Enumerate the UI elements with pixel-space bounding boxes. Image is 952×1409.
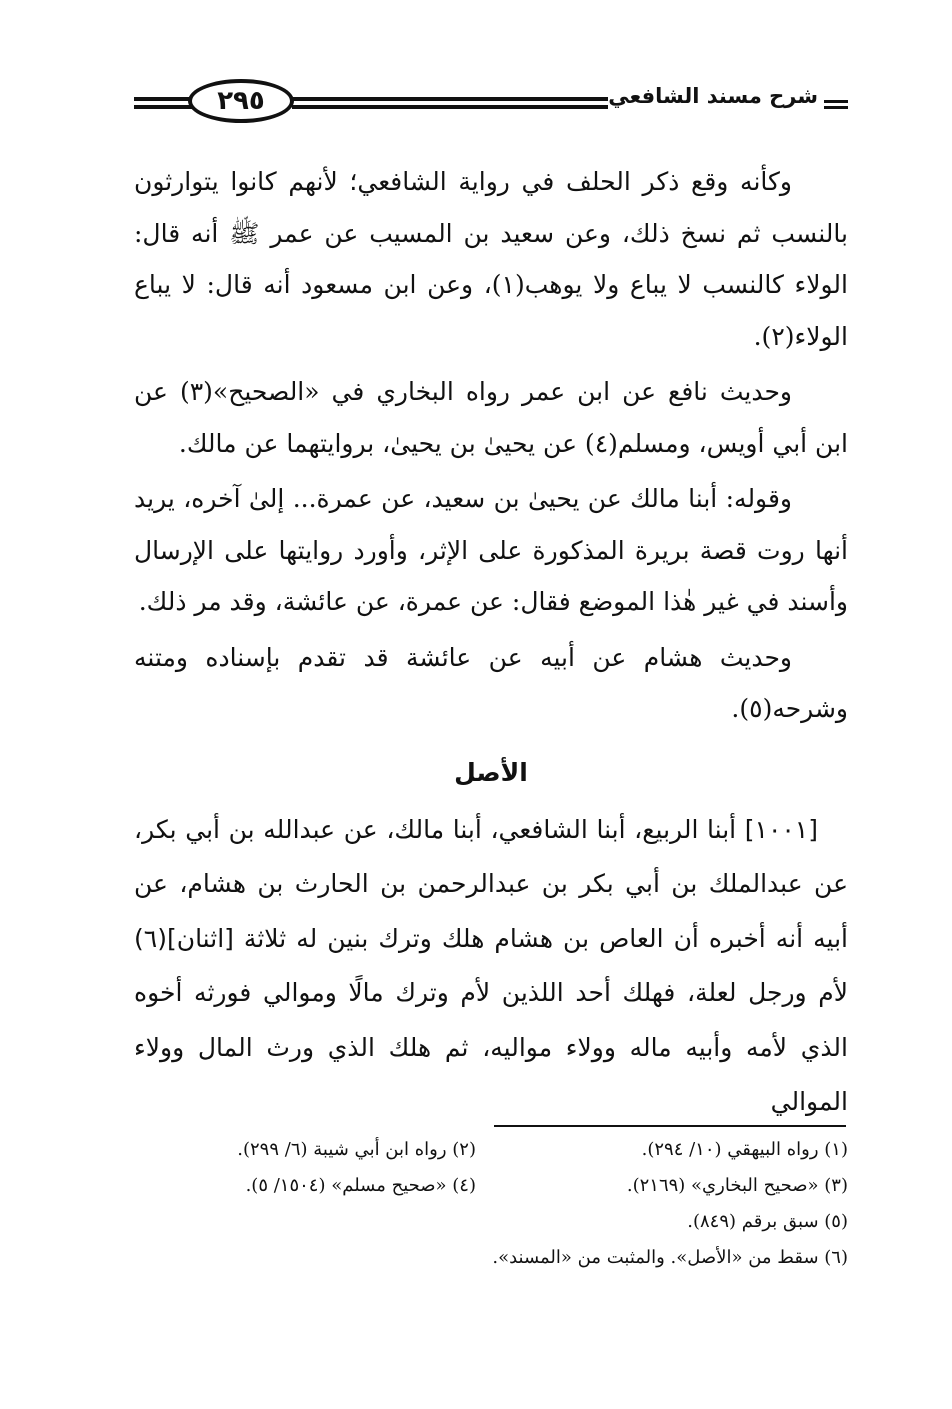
running-title: شرح مسند الشافعي <box>608 84 818 108</box>
paragraph-1: وكأنه وقع ذكر الحلف في رواية الشافعي؛ لأنهم كانوا يتوارثون بالنسب ثم نسخ ذلك، وعن سعيد بن المسيب عن عمر ﷺ أنه قال: الولاء كالنسب لا يباع ولا يوهب(١)، وعن ابن مسعود أنه قال: لا يباع الولاء(٢). <box>134 167 848 351</box>
header-rule-right <box>824 99 848 111</box>
paragraph-2: وحديث نافع عن ابن عمر رواه البخاري في «الصحيح»(٣) عن ابن أبي أويس، ومسلم(٤) عن يحيىٰ بن يحيىٰ، بروايتهما عن مالك. <box>134 377 848 458</box>
header-rule-left <box>134 95 194 111</box>
main-text <box>134 156 848 1130</box>
footnote-2: (٢) رواه ابن أبي شيبة (٦/ ٢٩٩). <box>237 1139 476 1160</box>
page-header <box>134 78 848 128</box>
footnotes <box>134 1132 848 1276</box>
paragraph-3: وقوله: أبنا مالك عن يحيىٰ بن سعيد، عن عمرة... إلىٰ آخره، يريد أنها روت قصة بريرة المذكورة على الإثر، وأورد روايتها على الإرسال وأسند في غير هٰذا الموضع فقال: عن عمرة، عن عائشة، وقد مر ذلك. <box>134 484 848 616</box>
footnote-3: (٣) «صحيح البخاري» (٢١٦٩). <box>626 1175 848 1196</box>
paragraph-4: وحديث هشام عن أبيه عن عائشة قد تقدم بإسناده ومتنه وشرحه(٥). <box>134 642 848 723</box>
footnote-separator <box>494 1125 846 1127</box>
section-heading: الأصل <box>454 757 528 787</box>
page-number: ٢٩٥ <box>188 79 294 123</box>
footnote-4: (٤) «صحيح مسلم» (١٥٠٤/ ٥). <box>245 1175 476 1196</box>
asl-text: [١٠٠١] أبنا الربيع، أبنا الشافعي، أبنا مالك، عن عبدالله بن أبي بكر، عن عبدالملك بن أبي بكر بن عبدالرحمن بن الحارث بن هشام، عن أبيه أنه أخبره أن العاص بن هشام هلك وترك بنين له ثلاثة [اثنان](٦) لأم ورجل لعلة، فهلك أحد اللذين لأم وترك مالًا وموالي فورثه أخوه الذي لأمه وأبيه ماله وولاء مواليه، ثم هلك الذي ورث المال وولاء الموالي <box>134 814 848 1116</box>
footnote-5: (٥) سبق برقم (٨٤٩). <box>687 1211 848 1232</box>
footnote-1: (١) رواه البيهقي (١٠/ ٢٩٤). <box>641 1139 848 1160</box>
header-rule-middle <box>292 95 608 111</box>
footnote-6: (٦) سقط من «الأصل». والمثبت من «المسند». <box>492 1247 848 1268</box>
